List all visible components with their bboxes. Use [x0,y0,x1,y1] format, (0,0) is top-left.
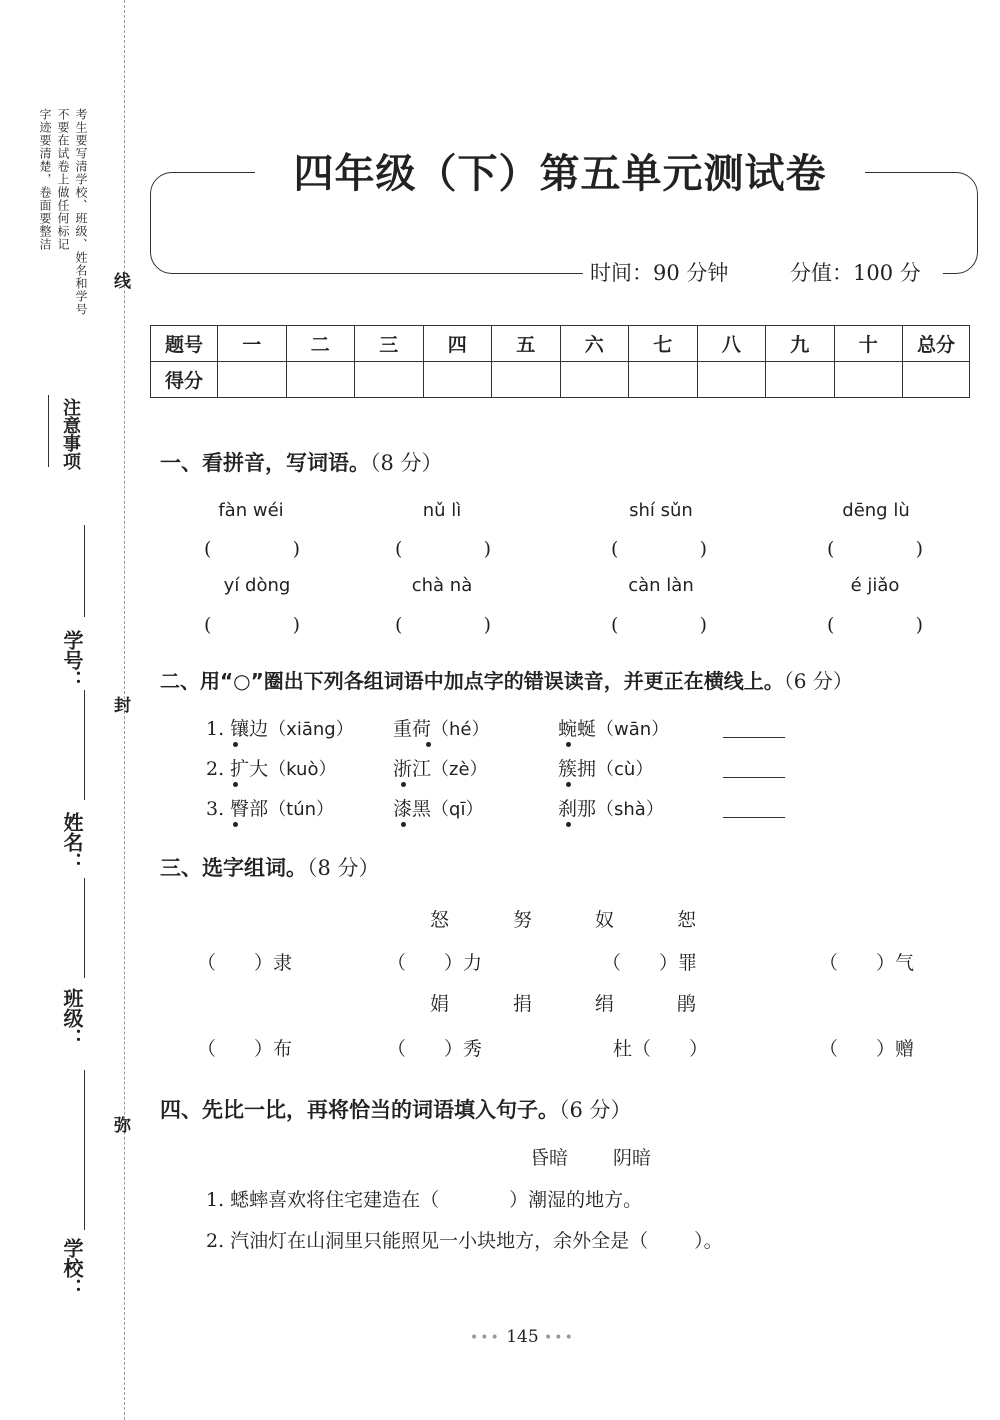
score-table-column: 六 [560,326,629,362]
item-number: 3. [206,798,231,820]
answer-box[interactable] [395,613,491,637]
item-word: 簇拥 [558,758,597,780]
section-4-title [160,1095,632,1125]
fill-item[interactable]: （ ）秀 [387,1038,483,1060]
word-item [393,755,488,784]
section-3-title [160,853,380,883]
answer-box[interactable] [395,537,491,561]
section-points: （6 分） [559,1098,632,1122]
section-points: （6 分） [783,669,853,693]
answer-box[interactable] [204,613,300,637]
sentence-text: ）。 [694,1230,723,1252]
score-cell[interactable] [834,362,903,398]
word-item [558,715,669,744]
paren-open: ( [395,538,403,560]
emphasis-dot [566,782,571,787]
answer-box[interactable] [611,613,707,637]
section-title-text: 一、看拼音，写词语。 [160,451,370,475]
answer-box[interactable] [611,537,707,561]
school-label: 学校： [60,1238,84,1298]
item-pinyin: （shà） [596,799,664,820]
word-item [206,795,334,824]
score-table-column: 一 [218,326,287,362]
item-number: 1. [206,718,231,740]
exam-score: 分值：100 分 [790,261,921,285]
choice-char: 绢 [595,993,615,1015]
pinyin-prompt: é jiǎo [850,575,900,596]
page-number [470,1322,670,1353]
page-number-text: 145 [506,1327,539,1347]
score-cell[interactable] [492,362,561,398]
choice-char: 努 [513,909,533,931]
notes-item: 字迹要清楚，卷面要整洁 [38,108,52,251]
section-2-title [160,666,853,696]
word-item [558,755,653,784]
school-blank[interactable] [84,1070,85,1230]
correction-line[interactable] [723,817,785,818]
notes-title: 注意事项 [60,398,81,470]
name-label: 姓名： [60,812,84,872]
word-item [206,715,354,744]
fill-item[interactable]: 杜（ ） [613,1038,709,1060]
item-pinyin: （tún） [268,799,335,820]
notes-item: 不要在试卷上做任何标记 [56,108,70,251]
emphasis-dot [233,742,238,747]
pinyin-prompt: dēng lù [842,500,910,521]
emphasis-dot [426,742,431,747]
paren-close: ) [699,614,707,636]
choice-char: 恕 [677,909,697,931]
score-cell[interactable] [355,362,424,398]
item-word: 扩大 [230,758,269,780]
fill-item[interactable]: （ ）布 [197,1038,293,1060]
pinyin-prompt: shí sǔn [629,500,693,521]
item-pinyin: （zè） [431,759,488,780]
word-choice: 昏暗 [530,1147,569,1169]
section-points: （8 分） [370,451,443,475]
paren-close: ) [483,538,491,560]
section-1-title [160,448,443,478]
pinyin-prompt: càn làn [628,575,694,596]
score-table-header-row [151,326,970,362]
section-title-text: 三、选字组词。 [160,856,307,880]
cut-mark-seal: 封 [110,696,130,713]
item-pinyin: （hé） [431,719,490,740]
emphasis-dot [401,782,406,787]
emphasis-dot [233,782,238,787]
score-cell[interactable] [629,362,698,398]
paren-close: ) [915,614,923,636]
emphasis-dot [401,822,406,827]
notes-divider [48,395,49,467]
score-cell[interactable] [766,362,835,398]
paren-close: ) [915,538,923,560]
fill-item[interactable]: （ ）隶 [197,952,293,974]
item-word: 浙江 [393,758,432,780]
sentence-text: 1. 蟋蟀喜欢将住宅建造在（ [206,1189,440,1211]
paren-open: ( [611,614,619,636]
fill-item[interactable]: （ ）罪 [602,952,698,974]
name-blank[interactable] [84,690,85,800]
item-word: 臀部 [230,798,269,820]
fill-item[interactable]: （ ）气 [819,952,915,974]
answer-box[interactable] [827,537,923,561]
notes-list [36,108,90,316]
score-table-column: 四 [423,326,492,362]
item-word: 刹那 [558,798,597,820]
word-item [393,715,490,744]
emphasis-dot [233,822,238,827]
score-table-column: 三 [355,326,424,362]
student-id-label: 学号： [60,630,84,690]
score-table-column: 五 [492,326,561,362]
answer-box[interactable] [204,537,300,561]
score-table-column: 七 [629,326,698,362]
item-pinyin: （xiāng） [268,719,354,740]
score-table-score-row [151,362,970,398]
item-word: 重荷 [393,718,432,740]
page-dots: ••• [544,1330,575,1346]
pinyin-prompt: yí dòng [223,575,291,596]
correction-line[interactable] [723,777,785,778]
emphasis-dot [566,742,571,747]
section-points: （8 分） [307,856,380,880]
sentence-1 [206,1186,642,1214]
paren-close: ) [483,614,491,636]
score-cell[interactable] [286,362,355,398]
item-word: 漆黑 [393,798,432,820]
score-cell[interactable] [423,362,492,398]
choice-char: 娟 [430,993,450,1015]
class-blank[interactable] [84,878,85,978]
choice-char: 怒 [430,909,450,931]
item-pinyin: （cù） [596,759,654,780]
score-cell[interactable] [903,362,970,398]
score-table-column: 十 [834,326,903,362]
choice-char: 捐 [513,993,533,1015]
item-number: 2. [206,758,231,780]
section-title-text: 四、先比一比，再将恰当的词语填入句子。 [160,1098,559,1122]
fill-item[interactable]: （ ）力 [387,952,483,974]
pinyin-prompt: nǔ lì [422,500,462,521]
score-cell[interactable] [560,362,629,398]
paren-close: ) [292,614,300,636]
item-word: 蜿蜒 [558,718,597,740]
score-table-total: 总分 [903,326,970,362]
student-id-blank[interactable] [84,525,85,617]
sentence-2 [206,1227,723,1255]
item-pinyin: （kuò） [268,759,337,780]
paren-close: ) [292,538,300,560]
word-item [558,795,664,824]
sentence-text: ）潮湿的地方。 [509,1189,643,1211]
word-item [393,795,483,824]
word-item [206,755,336,784]
pinyin-prompt: chà nà [411,575,473,596]
score-table-label: 题号 [151,326,218,362]
sentence-text: 2. 汽油灯在山洞里只能照见一小块地方，余外全是（ [206,1230,649,1252]
cut-mark-line: 线 [110,272,130,289]
fill-item[interactable]: （ ）赠 [819,1038,915,1060]
section-title-text: 二、用“○”圈出下列各组词语中加点字的错误读音，并更正在横线上。 [160,669,784,693]
paren-open: ( [204,614,212,636]
paren-close: ) [699,538,707,560]
notes-item: 考生要写清学校、班级、姓名和学号 [74,108,88,316]
page-title: 四年级（下）第五单元测试卷 [293,151,827,197]
answer-box[interactable] [827,613,923,637]
paren-open: ( [204,538,212,560]
choice-char: 奴 [595,909,615,931]
item-pinyin: （qī） [431,799,484,820]
score-table-column: 八 [697,326,766,362]
cut-mark-seal-2: 弥 [110,1116,130,1133]
score-table-column: 九 [766,326,835,362]
paren-open: ( [827,538,835,560]
correction-line[interactable] [723,737,785,738]
score-table [150,325,970,398]
score-table-column: 二 [286,326,355,362]
item-pinyin: （wān） [596,719,670,740]
emphasis-dot [566,822,571,827]
class-label: 班级： [60,988,84,1048]
page-dots: ••• [470,1330,501,1346]
choice-char: 鹃 [677,993,697,1015]
item-word: 镶边 [230,718,269,740]
score-cell[interactable] [697,362,766,398]
paren-open: ( [395,614,403,636]
word-choice: 阴暗 [613,1147,652,1169]
pinyin-prompt: fàn wéi [218,500,284,521]
score-cell[interactable] [218,362,287,398]
exam-time: 时间：90 分钟 [590,261,729,285]
score-table-label: 得分 [151,362,218,398]
paren-open: ( [827,614,835,636]
paren-open: ( [611,538,619,560]
